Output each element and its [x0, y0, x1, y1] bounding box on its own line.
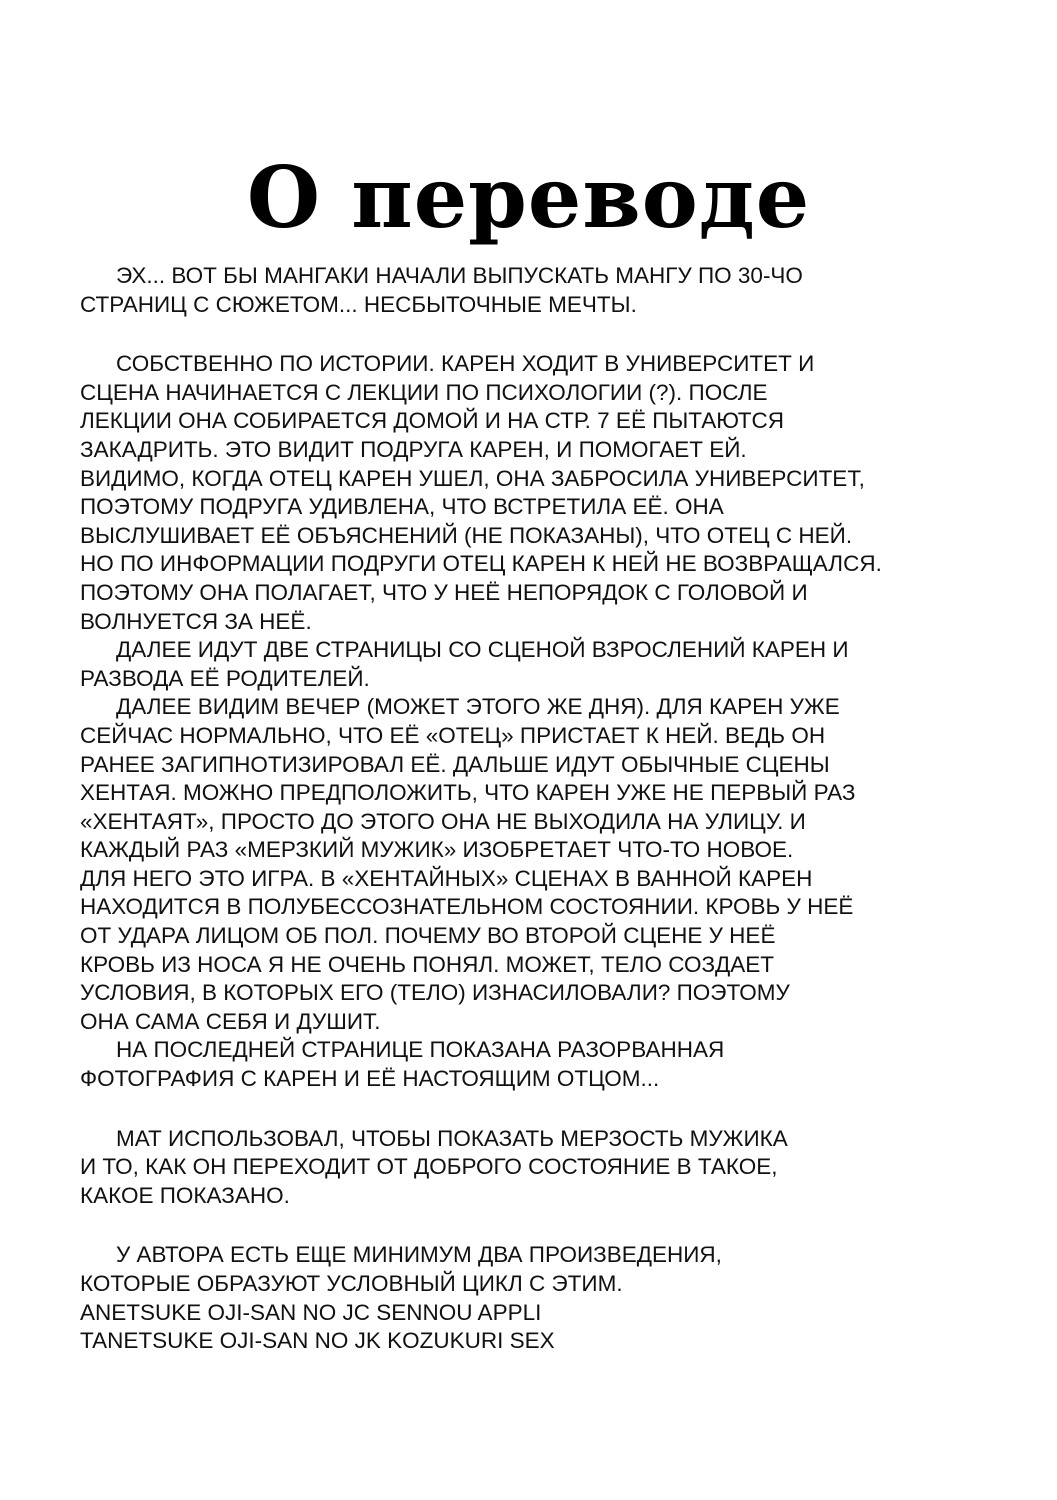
text-line: СЦЕНА НАЧИНАЕТСЯ С ЛЕКЦИИ ПО ПСИХОЛОГИИ (?). ПОСЛЕ: [80, 379, 768, 405]
text-line: ЛЕКЦИИ ОНА СОБИРАЕТСЯ ДОМОЙ И НА СТР. 7 ЕЁ ПЫТАЮТСЯ: [80, 408, 785, 434]
text-line: ОНА САМА СЕБЯ И ДУШИТ.: [80, 1008, 381, 1034]
text-line: СЕЙЧАС НОРМАЛЬНО, ЧТО ЕЁ «ОТЕЦ» ПРИСТАЕТ К НЕЙ. ВЕДЬ ОН: [80, 722, 826, 748]
text-line: ДАЛЕЕ ВИДИМ ВЕЧЕР (МОЖЕТ ЭТОГО ЖЕ ДНЯ). ДЛЯ КАРЕН УЖЕ: [116, 694, 840, 720]
text-line: ЭХ... ВОТ БЫ МАНГАКИ НАЧАЛИ ВЫПУСКАТЬ МАНГУ ПО 30-ЧО: [116, 263, 803, 288]
page-title: О переводе: [246, 148, 811, 248]
text-line: ОТ УДАРА ЛИЦОМ ОБ ПОЛ. ПОЧЕМУ ВО ВТОРОЙ СЦЕНЕ У НЕЁ: [80, 923, 776, 949]
text-line: НА ПОСЛЕДНЕЙ СТРАНИЦЕ ПОКАЗАНА РАЗОРВАННАЯ: [116, 1037, 725, 1063]
text-line: УСЛОВИЯ, В КОТОРЫХ ЕГО (ТЕЛО) ИЗНАСИЛОВАЛИ? ПОЭТОМУ: [80, 980, 790, 1006]
text-line: ФОТОГРАФИЯ С КАРЕН И ЕЁ НАСТОЯЩИМ ОТЦОМ...: [80, 1066, 660, 1092]
text-line: КРОВЬ ИЗ НОСА Я НЕ ОЧЕНЬ ПОНЯЛ. МОЖЕТ, ТЕЛО СОЗДАЕТ: [80, 951, 775, 977]
text-line: ПОЭТОМУ ОНА ПОЛАГАЕТ, ЧТО У НЕЁ НЕПОРЯДОК С ГОЛОВОЙ И: [80, 579, 808, 605]
paragraph: [80, 350, 1000, 636]
text-line: ВОЛНУЕТСЯ ЗА НЕЁ.: [80, 608, 312, 634]
text-line: МАТ ИСПОЛЬЗОВАЛ, ЧТОБЫ ПОКАЗАТЬ МЕРЗОСТЬ МУЖИКА: [116, 1125, 788, 1151]
text-line: ДЛЯ НЕГО ЭТО ИГРА. В «ХЕНТАЙНЫХ» СЦЕНАХ В ВАННОЙ КАРЕН: [80, 865, 813, 891]
text-line: У АВТОРА ЕСТЬ ЕЩЕ МИНИМУМ ДВА ПРОИЗВЕДЕНИЯ,: [116, 1242, 722, 1268]
text-line: СТРАНИЦ С СЮЖЕТОМ... НЕСБЫТОЧНЫЕ МЕЧТЫ.: [80, 291, 637, 317]
paragraph: [80, 693, 1000, 1036]
text-line: ВИДИМО, КОГДА ОТЕЦ КАРЕН УШЕЛ, ОНА ЗАБРОСИЛА УНИВЕРСИТЕТ,: [80, 465, 865, 491]
text-line: НАХОДИТСЯ В ПОЛУБЕССОЗНАТЕЛЬНОМ СОСТОЯНИИ. КРОВЬ У НЕЁ: [80, 894, 854, 920]
text-line: ВЫСЛУШИВАЕТ ЕЁ ОБЪЯСНЕНИЙ (НЕ ПОКАЗАНЫ), ЧТО ОТЕЦ С НЕЙ.: [80, 522, 853, 548]
text-line: ПОЭТОМУ ПОДРУГА УДИВЛЕНА, ЧТО ВСТРЕТИЛА ЕЁ. ОНА: [80, 494, 724, 520]
text-line: СОБСТВЕННО ПО ИСТОРИИ. КАРЕН ХОДИТ В УНИВЕРСИТЕТ И: [116, 351, 815, 377]
text-line: «ХЕНТАЯТ», ПРОСТО ДО ЭТОГО ОНА НЕ ВЫХОДИЛА НА УЛИЦУ. И: [80, 808, 806, 834]
text-line: КАКОЕ ПОКАЗАНО.: [80, 1182, 290, 1208]
paragraph: [80, 636, 1000, 693]
text-line: КАЖДЫЙ РАЗ «МЕРЗКИЙ МУЖИК» ИЗОБРЕТАЕТ ЧТО-ТО НОВОЕ.: [80, 837, 794, 863]
text-line: КОТОРЫЕ ОБРАЗУЮТ УСЛОВНЫЙ ЦИКЛ С ЭТИМ.: [80, 1271, 623, 1296]
text-line: И ТО, КАК ОН ПЕРЕХОДИТ ОТ ДОБРОГО СОСТОЯНИЕ В ТАКОЕ,: [80, 1154, 778, 1180]
text-line: ANETSUKE OJI-SAN NO JC SENNOU APPLI: [80, 1299, 542, 1325]
translation-notes-body: [80, 262, 1000, 1356]
paragraph: [80, 1241, 1000, 1355]
text-line: ХЕНТАЯ. МОЖНО ПРЕДПОЛОЖИТЬ, ЧТО КАРЕН УЖЕ НЕ ПЕРВЫЙ РАЗ: [80, 780, 856, 806]
text-line: TANETSUKE OJI-SAN NO JK KOZUKURI SEX: [80, 1328, 555, 1354]
text-line: НО ПО ИНФОРМАЦИИ ПОДРУГИ ОТЕЦ КАРЕН К НЕЙ НЕ ВОЗВРАЩАЛСЯ.: [80, 551, 882, 577]
paragraph: [80, 262, 1000, 319]
paragraph: [80, 1036, 1000, 1093]
text-line: РАЗВОДА ЕЁ РОДИТЕЛЕЙ.: [80, 665, 370, 691]
text-line: РАНЕЕ ЗАГИПНОТИЗИРОВАЛ ЕЁ. ДАЛЬШЕ ИДУТ ОБЫЧНЫЕ СЦЕНЫ: [80, 751, 830, 777]
paragraph: [80, 1125, 1000, 1211]
text-line: ЗАКАДРИТЬ. ЭТО ВИДИТ ПОДРУГА КАРЕН, И ПОМОГАЕТ ЕЙ.: [80, 436, 747, 462]
text-line: ДАЛЕЕ ИДУТ ДВЕ СТРАНИЦЫ СО СЦЕНОЙ ВЗРОСЛЕНИЙ КАРЕН И: [116, 637, 849, 663]
